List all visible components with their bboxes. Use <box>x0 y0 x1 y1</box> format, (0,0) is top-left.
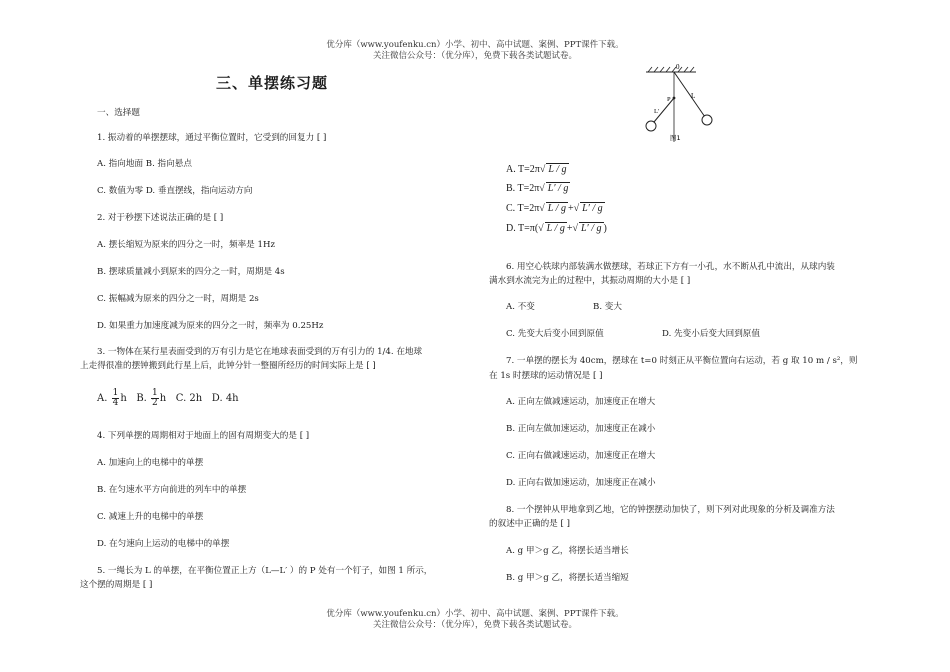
q5-d-suffix: ) <box>603 223 607 234</box>
question-5-line-1: 5. 一绳长为 L 的单摆，在平衡位置正上方（L—L′ ）的 P 处有一个钉子，如图 1 所示， <box>97 566 433 576</box>
label-l-prime: L′ <box>654 108 660 115</box>
q5-a-prefix: A. T=2π <box>506 164 540 175</box>
pendulum-string-right <box>674 72 705 117</box>
q3-option-a-fraction <box>112 389 120 408</box>
q5-option-a <box>506 163 569 175</box>
q5-d-plus: + <box>566 223 573 234</box>
page-title: 三、单摆练习题 <box>216 74 329 92</box>
question-2-option-a: A. 摆长缩短为原来的四分之一时，频率是 1Hz <box>97 240 275 250</box>
q5-option-d <box>506 222 607 234</box>
figure-caption: 图1 <box>670 134 681 142</box>
question-2-option-c: C. 振幅减为原来的四分之一时，周期是 2s <box>97 294 259 304</box>
label-o: 0 <box>676 63 680 71</box>
question-6-option-a: A. 不变 <box>506 302 535 312</box>
pendulum-figure <box>640 60 720 148</box>
question-8-option-a: A. g 甲＞g 乙，将摆长适当增长 <box>506 546 629 556</box>
q5-c-radicand-1: L / g <box>547 203 566 214</box>
sqrt-icon: √ <box>539 164 546 175</box>
question-4-option-d: D. 在匀速向上运动的电梯中的单摆 <box>97 539 230 549</box>
label-p: P <box>667 96 671 103</box>
q5-option-b <box>506 182 570 194</box>
question-5-line-2: 这个摆的周期是 [ ] <box>80 580 153 590</box>
q5-d-radicand-2: L′ / g <box>580 223 602 234</box>
q3-option-a-label: A. <box>97 393 108 404</box>
q3-option-b-unit: h <box>159 393 167 404</box>
header-line-1: 优分库（www.youfenku.cn）小学、初中、高中试题、案例、PPT课件下载。 <box>326 40 624 50</box>
q5-d-prefix: D. T=π( <box>506 223 539 234</box>
question-6-option-d: D. 先变小后变大回到原值 <box>662 329 760 339</box>
q5-c-plus: + <box>567 203 574 214</box>
question-8-line-2: 的叙述中正确的是 [ ] <box>489 519 570 529</box>
question-2-option-b: B. 摆球质量减小到原来的四分之一时，周期是 4s <box>97 267 285 277</box>
question-7-line-2: 在 1s 时摆球的运动情况是 [ ] <box>489 371 603 381</box>
question-2-option-d: D. 如果重力加速度减为原来的四分之一时，频率为 0.25Hz <box>97 321 324 331</box>
sqrt-icon: √ <box>539 183 545 194</box>
q3-a-denominator: 4 <box>112 398 119 408</box>
question-6-option-c: C. 先变大后变小回到原值 <box>506 329 604 339</box>
q3-option-b-fraction <box>151 389 159 408</box>
question-7-option-d: D. 正向右做加速运动，加速度正在减小 <box>506 478 656 488</box>
q5-d-radicand-1: L / g <box>546 223 565 234</box>
sqrt-icon: √ <box>538 223 544 234</box>
question-3-options <box>97 388 239 410</box>
q3-option-c: C. 2h <box>175 393 203 404</box>
question-7-line-1: 7. 一单摆的摆长为 40cm，摆球在 t=0 时刻正从平衡位置向右运动，若 g 取 10 m / s²，则 <box>506 356 858 366</box>
q3-a-numerator: 1 <box>112 388 119 398</box>
q3-option-d: D. 4h <box>211 393 239 404</box>
nail-point <box>673 97 676 100</box>
q5-a-radicand: L / g <box>548 164 567 175</box>
question-6-option-b: B. 变大 <box>593 302 622 312</box>
question-1-options-cd: C. 数值为零 D. 垂直摆线，指向运动方向 <box>97 186 253 196</box>
pendulum-bob-right <box>702 115 712 125</box>
ceiling-hatch <box>648 67 694 72</box>
question-7-option-b: B. 正向左做加速运动，加速度正在减小 <box>506 424 656 434</box>
question-8-line-1: 8. 一个摆钟从甲地拿到乙地，它的钟摆摆动加快了，则下列对此现象的分析及调准方法 <box>506 505 835 515</box>
question-4: 4. 下列单摆的周期相对于地面上的固有周期变大的是 [ ] <box>97 431 310 441</box>
question-8-option-b: B. g 甲＞g 乙，将摆长适当缩短 <box>506 573 629 583</box>
question-2: 2. 对于秒摆下述说法正确的是 [ ] <box>97 213 224 223</box>
question-3-line-1: 3. 一物体在某行星表面受到的万有引力是它在地球表面受到的万有引力的 1/4. 在地球 <box>97 347 423 357</box>
question-6-line-1: 6. 用空心铁球内部装满水做摆球，若球正下方有一小孔，水不断从孔中流出，从球内装 <box>506 262 835 272</box>
question-4-option-b: B. 在匀速水平方向前进的列车中的单摆 <box>97 485 247 495</box>
pendulum-bob-left <box>646 121 656 131</box>
q3-option-b-label: B. <box>136 393 147 404</box>
q5-option-c <box>506 202 605 214</box>
q5-c-radicand-2: L′ / g <box>582 203 603 214</box>
question-7-option-a: A. 正向左做减速运动，加速度正在增大 <box>506 397 656 407</box>
q3-b-numerator: 1 <box>152 388 158 398</box>
question-7-option-c: C. 正向右做减速运动，加速度正在增大 <box>506 451 656 461</box>
question-3-line-2: 上走得很准的摆钟搬到此行星上后，此钟分针一整圈所经历的时间实际上是 [ ] <box>80 361 376 371</box>
section-heading: 一、选择题 <box>97 108 140 118</box>
q5-b-prefix: B. T=2π <box>506 183 540 194</box>
footer-line-1: 优分库（www.youfenku.cn）小学、初中、高中试题、案例、PPT课件下载。 <box>326 609 624 619</box>
q5-c-prefix: C. T=2π <box>506 203 540 214</box>
label-l: L <box>691 92 696 100</box>
question-6-line-2: 满水到水流完为止的过程中，其振动周期的大小是 [ ] <box>489 276 691 286</box>
q3-option-a-unit: h <box>120 393 127 404</box>
sqrt-icon: √ <box>539 203 545 214</box>
sqrt-icon: √ <box>572 223 578 234</box>
sqrt-icon: √ <box>573 203 580 214</box>
footer-line-2: 关注微信公众号：（优分库），免费下载各类试题试卷。 <box>372 620 577 630</box>
q5-b-radicand: L′ / g <box>547 183 569 194</box>
question-4-option-a: A. 加速向上的电梯中的单摆 <box>97 458 204 468</box>
question-1-options-ab: A. 指向地面 B. 指向悬点 <box>97 159 192 169</box>
q3-b-denominator: 2 <box>152 398 158 408</box>
question-1: 1. 振动着的单摆摆球，通过平衡位置时，它受到的回复力 [ ] <box>97 133 327 143</box>
header-line-2: 关注微信公众号：（优分库），免费下载各类试题试卷。 <box>372 51 577 61</box>
question-4-option-c: C. 减速上升的电梯中的单摆 <box>97 512 204 522</box>
